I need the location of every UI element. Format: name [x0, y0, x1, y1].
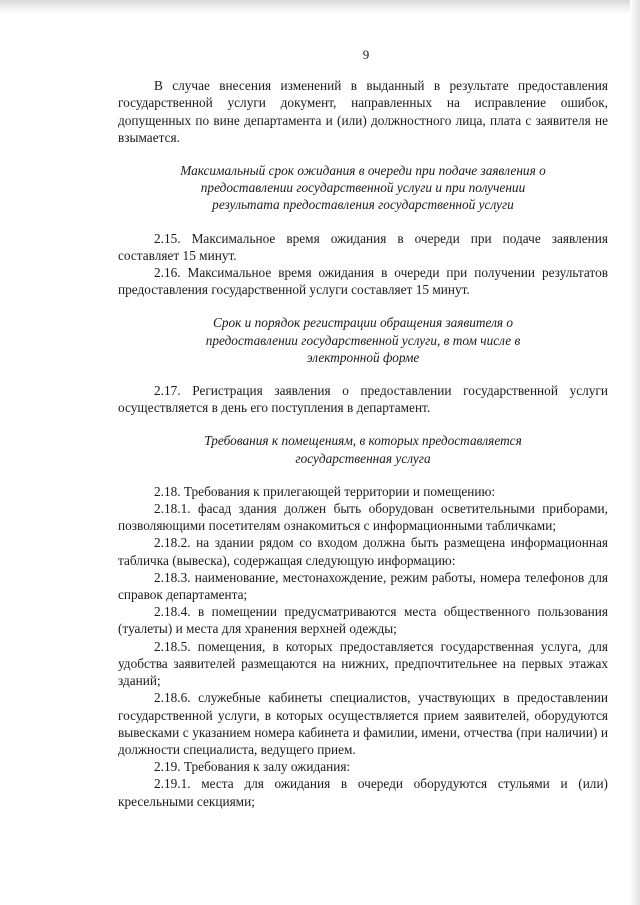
scan-edge-top [0, 0, 640, 14]
paragraph-2-19-1: 2.19.1. места для ожидания в очереди оборудуются стульями и (или) кресельными секциями; [118, 776, 608, 809]
paragraph-2-18-6: 2.18.6. служебные кабинеты специалистов, участвующих в предоставлении государственной услуги, в которых осуществляется прием заявителей, оборудуются вывесками с указанием номера кабинета и фамилии, имени, отчества (при наличии) и должности специалиста, ведущего прием. [118, 690, 608, 757]
section-heading-premises: Требования к помещениям, в которых предоставляется государственная услуга [204, 433, 522, 466]
paragraph-2-19: 2.19. Требования к залу ожидания: [154, 759, 351, 775]
paragraph-2-18-3: 2.18.3. наименование, местонахождение, режим работы, номера телефонов для справок департамента; [118, 569, 608, 603]
paragraph-2-18-4: 2.18.4. в помещении предусматриваются места общественного пользования (туалеты) и места для хранения верхней одежды; [118, 604, 608, 637]
section-heading-waiting-time: Максимальный срок ожидания в очереди при подаче заявления о предоставлении государственной услуги и при получении результата предоставления государственной услуги [180, 163, 546, 213]
paragraph-fee-exemption: В случае внесения изменений в выданный в результате предоставления государственной услуги документ, направленных на исправление ошибок, допущенных по вине департамента и (или) должностного лица, плата с заявителя не взымается. [118, 78, 608, 145]
paragraph-2-16: 2.16. Максимальное время ожидания в очереди при получении результатов предоставления государственной услуги составляет 15 минут. [118, 265, 608, 298]
paragraph-2-18-2: 2.18.2. на здании рядом со входом должна быть размещена информационная табличка (вывеска), содержащая следующую информацию: [118, 535, 608, 568]
document-page [118, 46, 608, 810]
paragraph-2-18-1: 2.18.1. фасад здания должен быть оборудован осветительными приборами, позволяющими посетителям ознакомиться с информационными табличками; [118, 501, 608, 534]
page-number: 9 [362, 47, 370, 62]
scan-edge-right [630, 0, 640, 905]
paragraph-2-18: 2.18. Требования к прилегающей территории и помещению: [154, 483, 496, 499]
section-heading-registration: Срок и порядок регистрации обращения заявителя о предоставлении государственной услуги, в том числе в электронной форме [205, 315, 521, 365]
paragraph-2-18-5: 2.18.5. помещения, в которых предоставляется государственная услуга, для удобства заявителей размещаются на нижних, предпочтительнее на первых этажах зданий; [118, 638, 608, 689]
paragraph-2-17: 2.17. Регистрация заявления о предоставлении государственной услуги осуществляется в день его поступления в департамент. [118, 383, 608, 416]
paragraph-2-15: 2.15. Максимальное время ожидания в очереди при подаче заявления составляет 15 минут. [118, 230, 608, 263]
